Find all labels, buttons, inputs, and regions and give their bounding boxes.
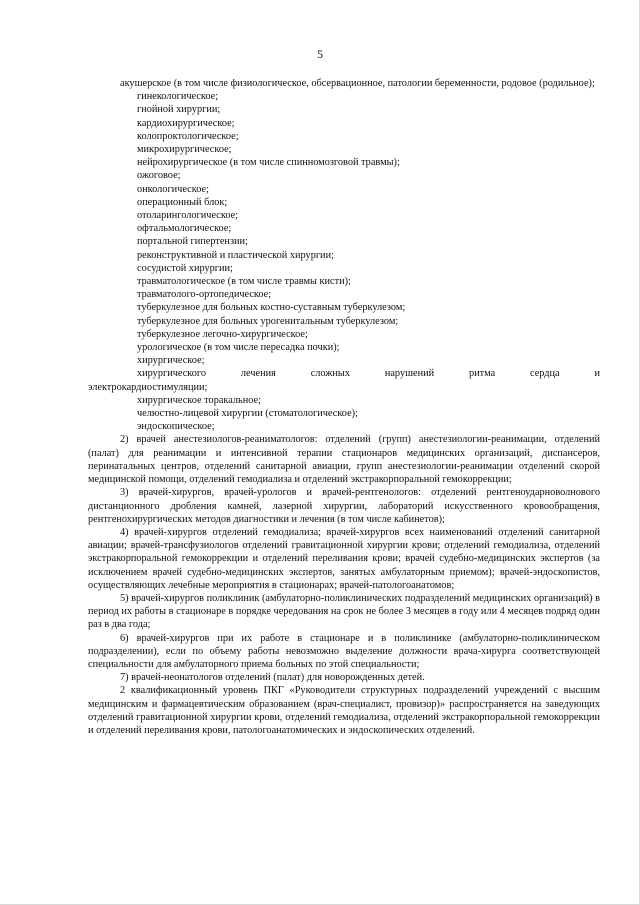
list-item: отоларингологическое; — [137, 210, 239, 222]
list-item: эндоскопическое; — [137, 421, 215, 433]
paragraph-4: 4) врачей-хирургов отделений гемодиализа; врачей-хирургов всех наименований отделений санитарной авиации; врачей-трансфузиологов отделений гравитационной хирургии крови; отделений гемодиализа, отделений экстракорпоральной гемокоррекции и отделений переливания крови; врачей судебно-медицинских экспертов (за исключением врачей судебно-медицинских экспертов, занятых амбулаторным приемом); врачей-эндоскопистов, осуществляющих лечебные мероприятия в стационарах; врачей-патологоанатомов; — [88, 526, 600, 591]
list-item: офтальмологическое; — [137, 223, 232, 235]
page-number: 5 — [317, 47, 323, 61]
list-item: нейрохирургическое (в том числе спинномозговой травмы); — [137, 157, 400, 169]
list-item: ожоговое; — [137, 170, 181, 182]
list-item: хирургическое; — [137, 355, 205, 367]
list-item: реконструктивной и пластической хирургии; — [137, 249, 334, 261]
list-item-arrhythmia-line1: хирургического лечения сложных нарушений ритма сердца и — [137, 368, 600, 380]
paragraph-6: 6) врачей-хирургов при их работе в стационаре и в поликлинике (амбулаторно-поликлиническом подразделении), если по объему работы невозможно выделение должности врача-хирурга соответствующей специальности для амбулаторного приема больных по этой специальности; — [88, 632, 600, 670]
list-item: челюстно-лицевой хирургии (стоматологическое); — [137, 408, 358, 420]
list-item: колопроктологическое; — [137, 130, 239, 142]
list-item: туберкулезное легочно-хирургическое; — [137, 328, 308, 340]
list-item: сосудистой хирургии; — [137, 262, 233, 274]
list-item: гнойной хирургии; — [137, 104, 221, 116]
list-item-arrhythmia-line2: электрокардиостимуляции; — [88, 381, 208, 393]
paragraph-5: 5) врачей-хирургов поликлиник (амбулаторно-поликлинических подразделений медицинских организаций) в период их работы в стационаре в порядке чередования на срок не более 3 месяцев в году или 4 месяцев подряд один раз в два года; — [88, 592, 600, 631]
list-item: хирургическое торакальное; — [137, 394, 261, 406]
intro-paragraph: акушерское (в том числе физиологическое, обсервационное, патологии беременности, родовое (родильное); — [120, 78, 595, 89]
list-item: онкологическое; — [137, 183, 209, 195]
list-item: травматологическое (в том числе травмы кисти); — [137, 276, 351, 288]
list-item: портальной гипертензии; — [137, 236, 248, 248]
document-body — [88, 77, 600, 737]
list-item: травматолого-ортопедическое; — [137, 289, 272, 301]
paragraph-7: 7) врачей-неонатологов отделений (палат) для новорожденных детей. — [120, 672, 425, 684]
paragraph-level-2: 2 квалификационный уровень ПКГ «Руководители структурных подразделений учреждений с высшим медицинским и фармацевтическим образованием (врач-специалист, провизор)» распространяется на заведующих отделений гравитационной хирургии крови, отделений гемодиализа, отделений экстракорпоральной гемокоррекции и отделений переливания крови, патологоанатомических и эндоскопических отделений. — [88, 685, 600, 736]
list-item: туберкулезное для больных костно-суставным туберкулезом; — [137, 302, 406, 314]
list-item: гинекологическое; — [137, 91, 219, 103]
list-item: кардиохирургическое; — [137, 117, 235, 129]
list-item: операционный блок; — [137, 196, 228, 208]
paragraph-2: 2) врачей анестезиологов-реаниматологов: отделений (групп) анестезиологии-реанимации, отделений (палат) для реанимации и интенсивной терапии стационаров медицинских организаций, диспансеров, перинатальных центров, отделений санитарной авиации, групп анестезиологии-реанимации отделений скорой медицинской помощи, отделений гемодиализа и отделений экстракорпоральной гемокоррекции; — [88, 434, 600, 486]
paragraph-3: 3) врачей-хирургов, врачей-урологов и врачей-рентгенологов: отделений рентгеноударноволнового дистанционного дробления камней, лазерной хирургии, лабораторий искусственного кровообращения, рентгенохирургических методов диагностики и лечения (в том числе кабинетов); — [88, 487, 600, 525]
list-item: урологическое (в том числе пересадка почки); — [137, 342, 340, 354]
department-list — [88, 90, 600, 433]
list-item: туберкулезное для больных урогенитальным туберкулезом; — [137, 315, 399, 327]
list-item: микрохирургическое; — [137, 144, 232, 156]
